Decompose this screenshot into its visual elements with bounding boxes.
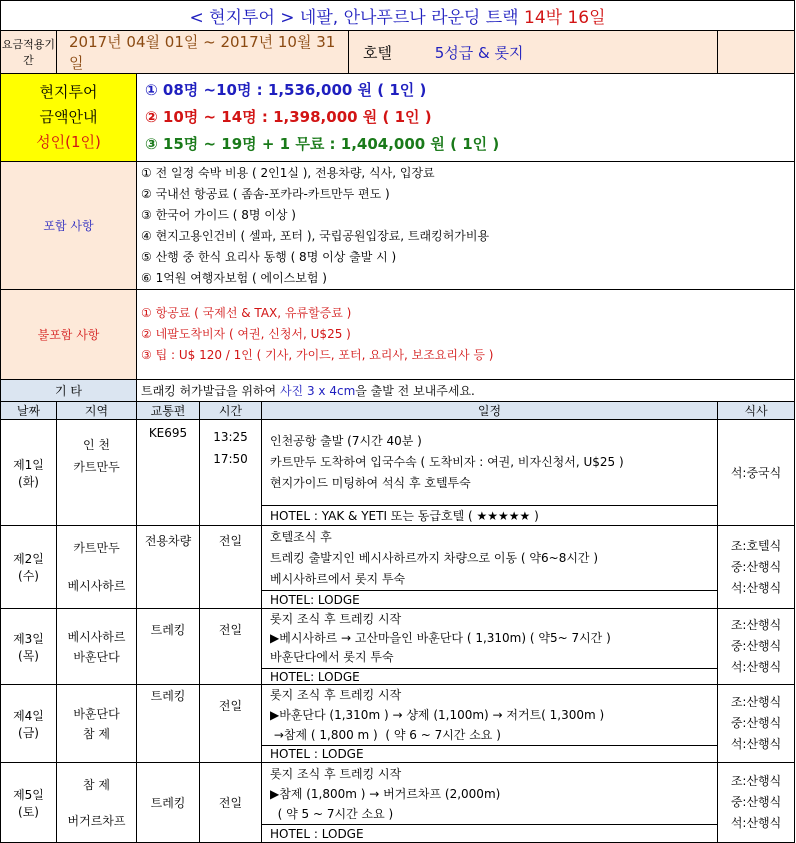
- meal-line: 조:호텔식: [730, 538, 782, 553]
- title-nights: 14박 16일: [524, 8, 606, 28]
- day-row: [1, 420, 795, 506]
- price-line: ② 10명 ~ 14명 : 1,398,000 원 ( 1인 ): [145, 108, 432, 126]
- hotel-line: HOTEL: LODGE: [262, 669, 718, 685]
- region-spacer: [57, 794, 136, 812]
- meal-line: 조:산행식: [730, 695, 782, 709]
- meal-line: 석:중국식: [730, 466, 782, 480]
- time-line: 13:25: [213, 430, 248, 444]
- schedule-cell: [262, 420, 718, 506]
- hotel-label: 호텔: [363, 43, 392, 62]
- time-line: 전일: [218, 796, 243, 810]
- included-item: ② 국내선 항공료 ( 좀솜-포카라-카트만두 편도 ): [141, 186, 390, 201]
- schedule-line: 인천공항 출발 (7시간 40분 ): [270, 434, 422, 448]
- schedule-line: 롯지 조식 후 트레킹 시작: [270, 612, 402, 626]
- day-weekday: (금): [18, 725, 39, 740]
- period-label: 요금적용기간: [1, 31, 57, 74]
- schedule-line: ▶바훈단다 (1,310m ) → 샹제 (1,100m) → 저거트( 1,300m ): [270, 708, 605, 722]
- transport-cell: 트레킹: [137, 763, 200, 843]
- day-row: [1, 685, 795, 746]
- etc-text: [137, 380, 795, 402]
- region-line: 참 제: [83, 726, 110, 741]
- schedule-line: 카트만두 도착하여 입국수속 ( 도착비자 : 여권, 비자신청서, U$25 ): [270, 455, 624, 469]
- day-row: [1, 526, 795, 591]
- col-schedule: 일정: [262, 402, 718, 420]
- meals-cell: [718, 420, 795, 526]
- excluded-list: [137, 290, 795, 380]
- price-line: ③ 15명 ~ 19명 + 1 무료 : 1,404,000 원 ( 1인 ): [145, 135, 500, 153]
- etc-row: [1, 380, 795, 402]
- schedule-line: 호텔조식 후: [270, 529, 332, 544]
- schedule-line: ▶참제 (1,800m ) → 버거르차프 (2,000m): [270, 786, 501, 801]
- meals-cell: [718, 609, 795, 685]
- col-region: 지역: [57, 402, 137, 420]
- day-cell: [1, 763, 57, 843]
- time-line: 전일: [218, 699, 243, 713]
- time-line: 전일: [218, 623, 243, 637]
- price-label: [1, 74, 137, 162]
- etc-text-after: 을 출발 전 보내주세요.: [355, 384, 475, 398]
- region-line: 카트만두: [73, 541, 120, 555]
- schedule-line: ( 약 5 ~ 7시간 소요 ): [270, 806, 394, 821]
- transport-cell: 트레킹: [137, 609, 200, 685]
- included-row: [1, 162, 795, 290]
- title-row: [1, 1, 795, 31]
- meal-line: 석:산행식: [730, 816, 782, 830]
- meal-line: 석:산행식: [730, 580, 782, 595]
- schedule-line: ▶베시사하르 → 고산마을인 바훈단다 ( 1,310m) ( 약5~ 7시간 ): [270, 631, 611, 645]
- time-cell: [200, 763, 262, 843]
- region-cell: [57, 420, 137, 526]
- meal-line: 조:산행식: [730, 618, 782, 632]
- meals-cell: [718, 763, 795, 843]
- schedule-cell: [262, 685, 718, 746]
- col-meals: 식사: [718, 402, 795, 420]
- included-label: 포함 사항: [1, 162, 137, 290]
- region-line: 베시사하르: [67, 629, 126, 644]
- day-weekday: (화): [18, 474, 39, 489]
- hotel-value: 5성급 & 롯지: [434, 43, 524, 62]
- day-number: 제1일: [13, 457, 44, 472]
- day-weekday: (수): [18, 569, 39, 583]
- day-cell: [1, 420, 57, 526]
- meal-line: 석:산행식: [730, 660, 782, 674]
- price-label-line: 현지투어: [39, 83, 98, 101]
- hotel-line: HOTEL : LODGE: [262, 746, 718, 763]
- region-line: 바훈단다: [73, 649, 120, 664]
- title-prefix: < 현지투어 >: [189, 8, 295, 28]
- schedule-line: 베시사하르에서 롯지 투숙: [270, 571, 406, 586]
- meal-line: 석:산행식: [730, 737, 782, 751]
- day-number: 제4일: [13, 708, 44, 723]
- schedule-cell: [262, 526, 718, 591]
- transport-cell: 트레킹: [137, 685, 200, 763]
- col-date: 날짜: [1, 402, 57, 420]
- schedule-line: 트레킹 출발지인 베시사하르까지 차량으로 이동 ( 약6~8시간 ): [270, 550, 599, 565]
- time-line: 전일: [218, 534, 243, 548]
- region-line: 버거르차프: [67, 813, 126, 828]
- time-line: 17:50: [213, 452, 248, 466]
- day-number: 제3일: [13, 631, 44, 646]
- etc-highlight: 사진 3 x 4cm: [279, 384, 356, 398]
- meal-line: 중:산행식: [730, 639, 782, 653]
- schedule-cell: [262, 609, 718, 669]
- day-weekday: (목): [18, 648, 39, 663]
- schedule-line: 바훈단다에서 롯지 투숙: [270, 650, 394, 664]
- excluded-label: 불포함 사항: [1, 290, 137, 380]
- excluded-row: [1, 290, 795, 380]
- page-title: [1, 1, 795, 31]
- price-line: ① 08명 ~10명 : 1,536,000 원 ( 1인 ): [145, 81, 427, 99]
- region-cell: [57, 609, 137, 685]
- etc-text-before: 트래킹 허가발급을 위하여: [141, 384, 280, 398]
- price-label-line: 금액안내: [39, 108, 98, 126]
- meals-cell: [718, 685, 795, 763]
- title-main: 네팔, 안나푸르나 라운딩 트랙: [299, 8, 519, 28]
- excluded-item: ③ 팁 : U$ 120 / 1인 ( 기사, 가이드, 포터, 요리사, 보조요리사 등 ): [141, 348, 494, 362]
- region-cell: [57, 763, 137, 843]
- period-value: 2017년 04월 01일 ~ 2017년 10월 31일: [57, 31, 349, 74]
- day-weekday: (토): [18, 804, 39, 819]
- schedule-cell: [262, 763, 718, 825]
- excluded-item: ① 항공료 ( 국제선 & TAX, 유류할증료 ): [141, 306, 352, 320]
- meal-line: 중:산행식: [730, 795, 782, 809]
- schedule-line: 롯지 조식 후 트레킹 시작: [270, 766, 402, 781]
- day-row: [1, 763, 795, 825]
- region-line: 바훈단다: [73, 706, 120, 721]
- etc-label: 기 타: [1, 380, 137, 402]
- day-number: 제5일: [13, 787, 44, 802]
- excluded-item: ② 네팔도착비자 ( 여권, 신청서, U$25 ): [141, 327, 351, 341]
- day-cell: [1, 609, 57, 685]
- meal-line: 중:산행식: [730, 559, 782, 574]
- col-transport: 교통편: [137, 402, 200, 420]
- hotel-cell: [349, 31, 718, 74]
- included-item: ① 전 일정 숙박 비용 ( 2인1실 ), 전용차량, 식사, 입장료: [141, 165, 435, 180]
- schedule-header: [1, 402, 795, 420]
- period-filler: [718, 31, 795, 74]
- price-label-line: 성인(1인): [36, 133, 101, 151]
- day-number: 제2일: [13, 552, 44, 566]
- schedule-line: 롯지 조식 후 트레킹 시작: [270, 688, 402, 702]
- hotel-line: HOTEL: LODGE: [262, 591, 718, 609]
- included-item: ③ 한국어 가이드 ( 8명 이상 ): [141, 207, 296, 222]
- region-cell: [57, 685, 137, 763]
- hotel-line: HOTEL : YAK & YETI 또는 동급호텔 ( ★★★★★ ): [262, 506, 718, 526]
- day-row: [1, 609, 795, 669]
- region-line: 카트만두: [73, 460, 120, 474]
- region-cell: [57, 526, 137, 609]
- schedule-line: 현지가이드 미팅하여 석식 후 호텔투숙: [270, 476, 471, 490]
- price-row: [1, 74, 795, 162]
- schedule-line: →참제 ( 1,800 m ) ( 약 6 ~ 7시간 소요 ): [270, 728, 501, 742]
- transport-cell: 전용차량: [137, 526, 200, 609]
- meal-line: 조:산행식: [730, 774, 782, 788]
- region-spacer: [57, 557, 136, 577]
- meal-line: 중:산행식: [730, 716, 782, 730]
- included-item: ④ 현지고용인건비 ( 셀파, 포터 ), 국립공원입장료, 트래킹허가비용: [141, 228, 490, 243]
- price-list: [137, 74, 795, 162]
- region-line: 참 제: [83, 777, 110, 792]
- time-cell: [200, 526, 262, 609]
- included-item: ⑤ 산행 중 한식 요리사 동행 ( 8명 이상 출발 시 ): [141, 249, 397, 264]
- day-cell: [1, 685, 57, 763]
- day-cell: [1, 526, 57, 609]
- col-time: 시간: [200, 402, 262, 420]
- region-line: 베시사하르: [67, 579, 126, 593]
- transport-cell: KE695: [137, 420, 200, 526]
- time-cell: [200, 609, 262, 685]
- meals-cell: [718, 526, 795, 609]
- time-cell: [200, 685, 262, 763]
- included-list: [137, 162, 795, 290]
- period-row: [1, 31, 795, 74]
- region-line: 인 천: [83, 438, 110, 452]
- time-cell: [200, 420, 262, 526]
- hotel-line: HOTEL : LODGE: [262, 825, 718, 843]
- included-item: ⑥ 1억원 여행자보험 ( 에이스보험 ): [141, 270, 327, 285]
